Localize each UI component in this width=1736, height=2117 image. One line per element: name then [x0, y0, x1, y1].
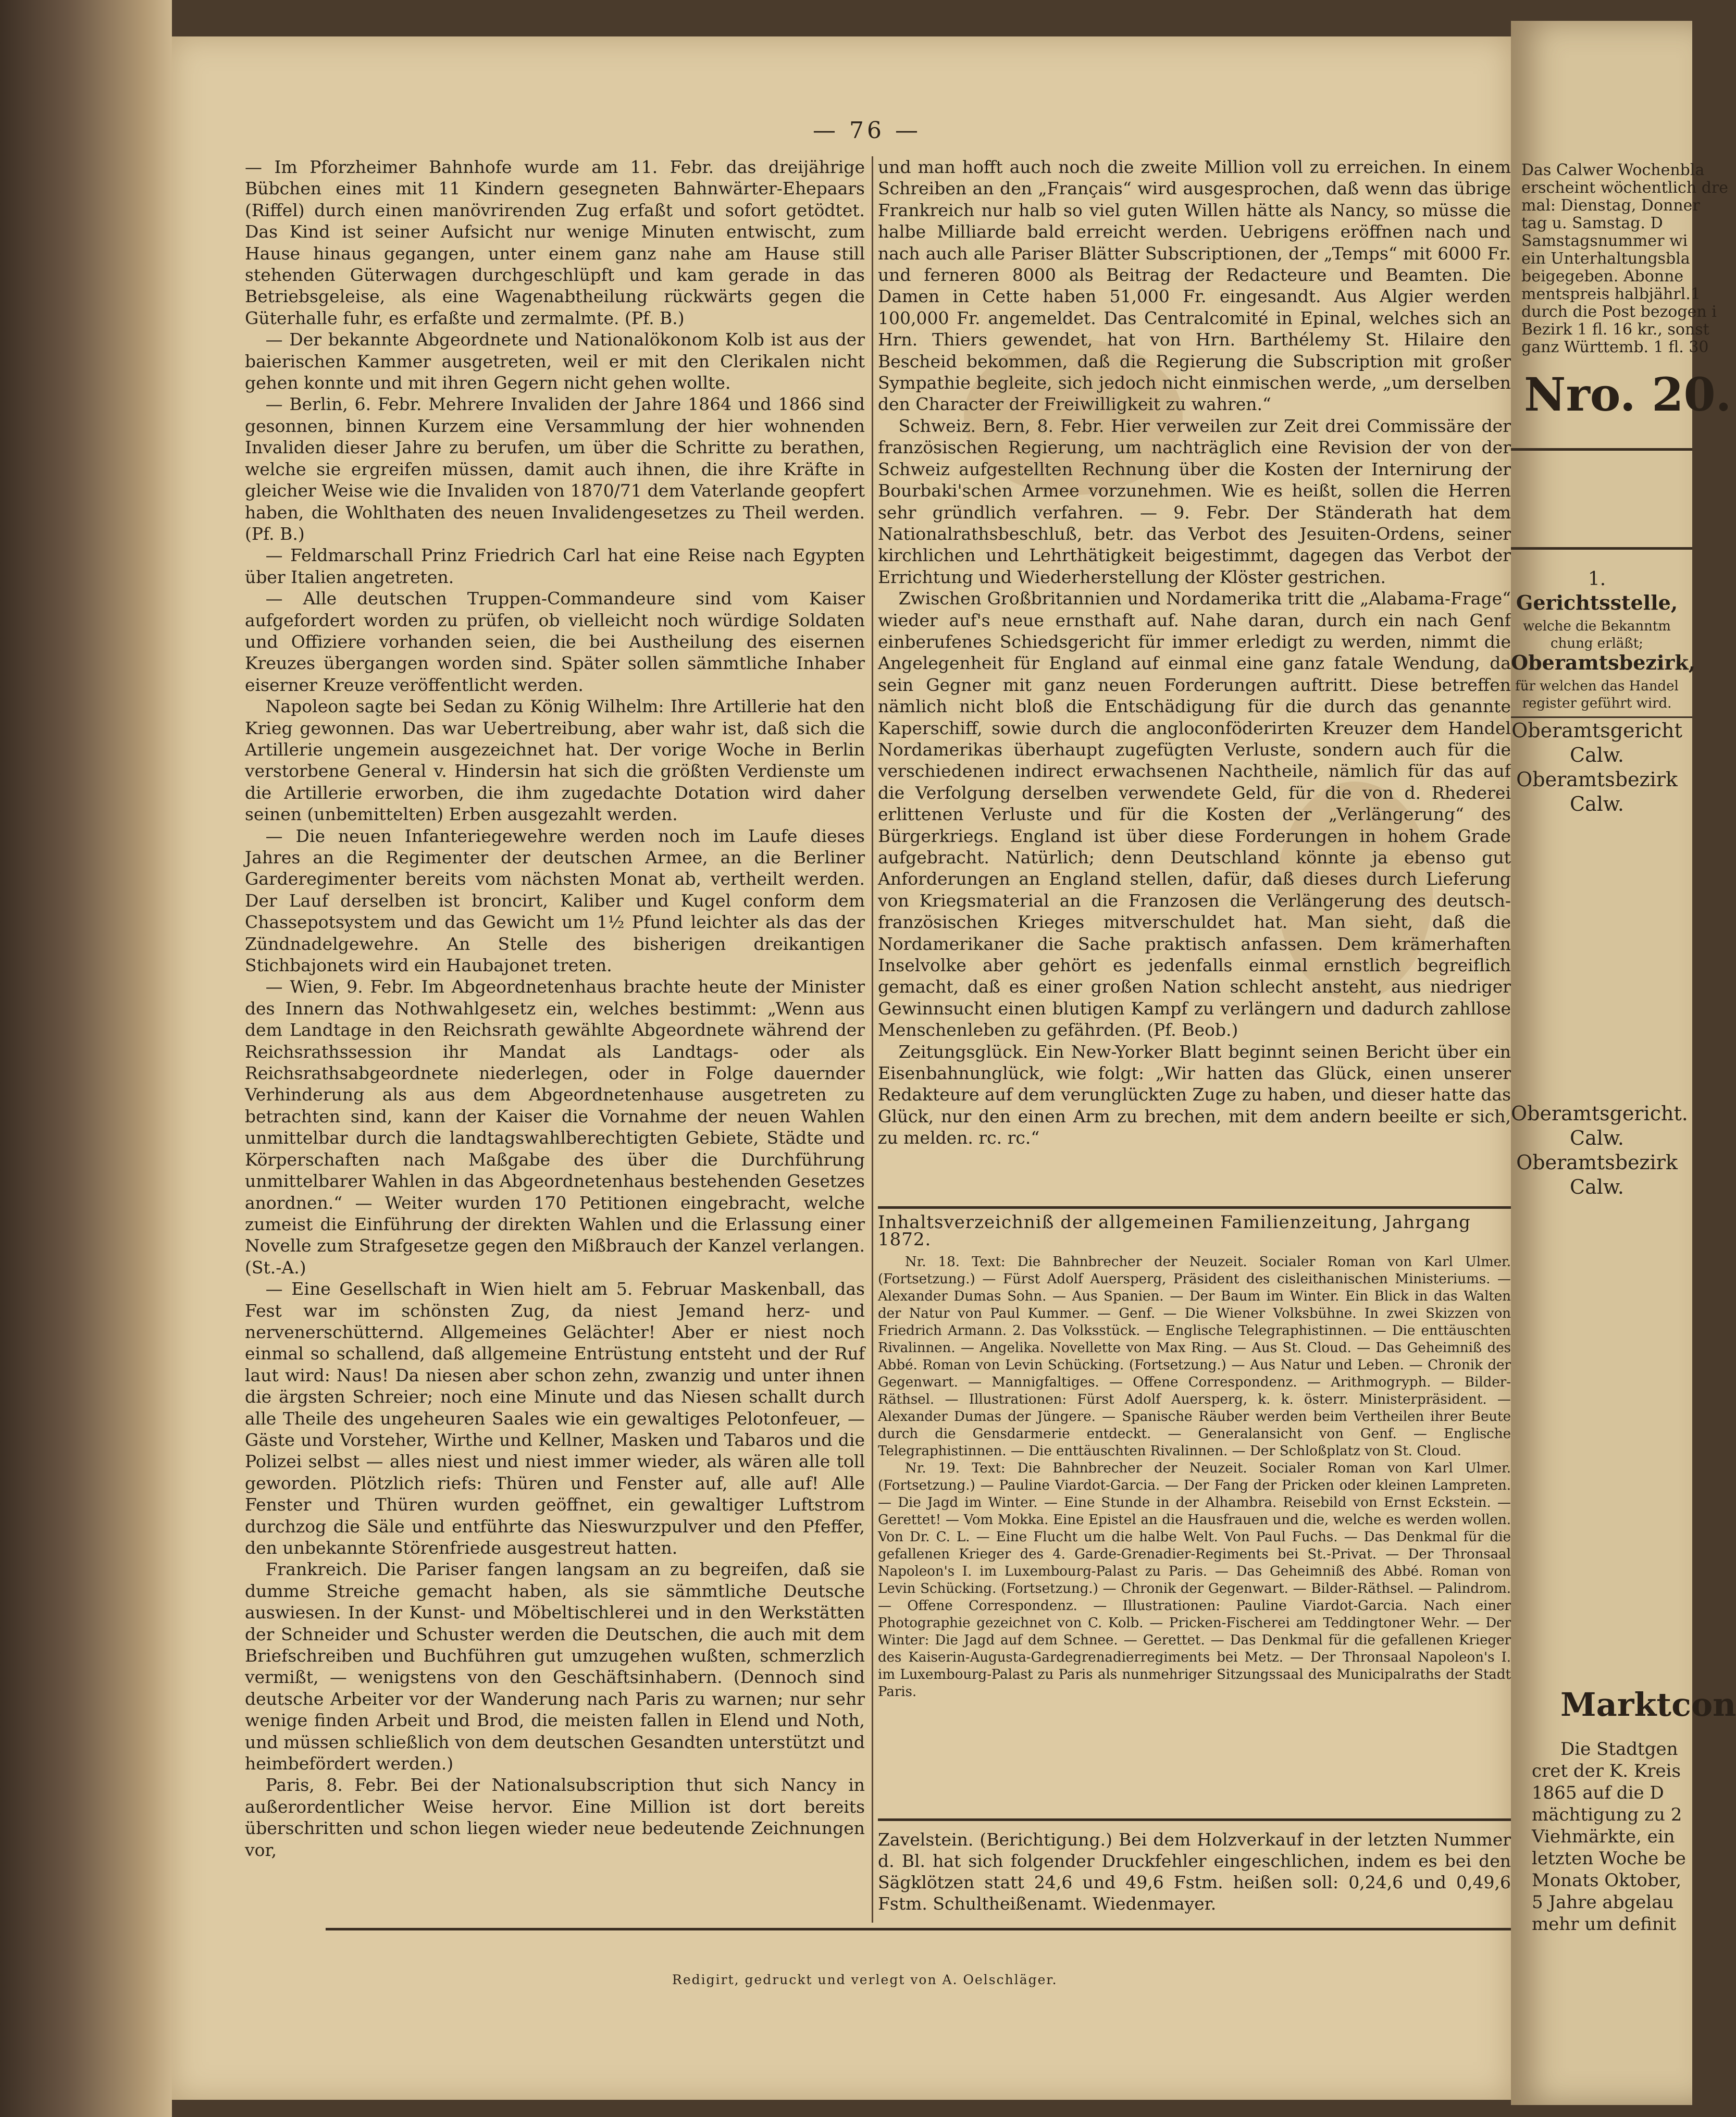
- article-gewehre: — Die neuen Infanteriegewehre werden noch im Laufe dieses Jahres an die Regimenter der deutschen Armee, an die Berliner Garderegimenter bereits vom nächsten Monat ab, vertheilt werden. Der Lauf derselben ist broncirt, Kaliber und Kugel conform dem Chassepotsystem und das Gewicht um 1½ Pfund leichter als das der Zündnadelgewehre. An Stelle des bisherigen dreikantigen Stichbajonets wird ein Haubajonet treten.: [245, 825, 865, 976]
- market-title: Marktcon: [1560, 1686, 1736, 1724]
- contents-heading: Inhaltsverzeichniß der allgemeinen Familienzeitung, Jahrgang 1872.: [878, 1212, 1471, 1250]
- masthead-line: durch die Post bezogen i: [1521, 303, 1717, 321]
- section-line: Oberamtsbezirk,: [1511, 651, 1695, 674]
- market-line: Monats Oktober,: [1532, 1870, 1682, 1891]
- contents-entry: Nr. 19. Text: Die Bahnbrecher der Neuzeit. Socialer Roman von Karl Ulmer. (Fortsetzung.) — Pauline Viardot-Garcia. — Der Fang der Pricken oder kleinen Lampreten. — Die Jagd im Winter. — Eine Stunde in der Alhambra. Reisebild von Ernst Eckstein. — Gerettet! — Vom Mokka. Eine Epistel an die Hausfrauen und die, welche es werden wollen. Von Dr. C. L. — Eine Flucht um die halbe Welt. Von Paul Fuchs. — Das Denkmal für die gefallenen Krieger des 4. Garde-Grenadier-Regiments bei St.-Privat. — Der Thronsaal Napoleon's I. im Luxembourg-Palast zu Paris. — Das Geheimniß des Abbé. Roman von Levin Schücking. (Fortsetzung.) — Chronik der Gegenwart. — Bilder-Räthsel. — Palindrom. — Offene Correspondenz. — Illustrationen: Pauline Viardot-Garcia. Nach einer Photographie gezeichnet von C. Kolb. — Pricken-Fischerei am Teddingtoner Wehr. — Der Winter: Die Jagd auf dem Schnee. — Gerettet. — Das Denkmal für die gefallenen Krieger des Kaiserin-Augusta-Gardegrenadierregiments bei Metz. — Der Thronsaal Napoleon's I. im Luxembourg-Palast zu Paris als nunmehriger Sitzungssaal des Municipalraths der Stadt Paris.: [878, 1460, 1511, 1700]
- contents-entry: Nr. 18. Text: Die Bahnbrecher der Neuzeit. Socialer Roman von Karl Ulmer. (Fortsetzung.) — Fürst Adolf Auersperg, Präsident des cisleithanischen Ministeriums. — Alexander Dumas Sohn. — Aus Spanien. — Der Baum im Winter. Ein Blick in das Walten der Natur von Paul Kummer. — Genf. — Die Wiener Volksbühne. In zwei Skizzen von Friedrich Armann. 2. Das Volksstück. — Englische Telegraphistinnen. — Die enttäuschten Rivalinnen. — Angelika. Novellette von Max Ring. — Aus St. Cloud. — Das Geheimniß des Abbé. Roman von Levin Schücking. (Fortsetzung.) — Aus Natur und Leben. — Chronik der Gegenwart. — Mannigfaltiges. — Offene Correspondenz. — Arithmogryph. — Bilder-Räthsel. — Illustrationen: Fürst Adolf Auersperg, k. k. österr. Ministerpräsident. — Alexander Dumas der Jüngere. — Spanische Räuber werden beim Vertheilen ihrer Beute durch die Gensdarmerie entdeckt. — Generalansicht von Genf. — Englische Telegraphistinnen. — Die enttäuschten Rivalinnen. — Der Schloßplatz von St. Cloud.: [878, 1254, 1511, 1459]
- market-line: cret der K. Kreis: [1532, 1761, 1681, 1781]
- column-divider: [872, 156, 873, 1923]
- market-line: 5 Jahre abgelau: [1532, 1892, 1674, 1913]
- masthead-line: Das Calwer Wochenbla: [1521, 161, 1705, 179]
- article-schweiz: Schweiz. Bern, 8. Febr. Hier verweilen zur Zeit drei Commissäre der französischen Regierung, um nachträglich eine Revision der von der Schweiz aufgestellten Rechnung über die Kosten der Internirung der Bourbaki'schen Armee vorzunehmen. Wie es heißt, sollen die Herren sehr gründlich verfahren. — 9. Febr. Der Ständerath hat dem Nationalrathsbeschluß, betr. das Verbot des Jesuiten-Ordens, seiner kirchlichen und Lehrthätigkeit beigestimmt, dagegen das Verbot der Errichtung und Wiederherstellung der Klöster gestrichen.: [878, 415, 1511, 587]
- section-rule: [1511, 448, 1692, 451]
- masthead-line: mal: Dienstag, Donner: [1521, 196, 1700, 215]
- table-cell: Oberamtsgericht.: [1511, 1102, 1688, 1125]
- section-line: für welchen das Handel: [1515, 678, 1679, 694]
- market-line: Viehmärkte, ein: [1532, 1826, 1675, 1847]
- market-line: mächtigung zu 2: [1532, 1804, 1682, 1825]
- right-column: [878, 156, 1511, 1149]
- issue-number: Nro. 20.: [1524, 367, 1732, 422]
- section-line: Gerichtsstelle,: [1516, 591, 1678, 614]
- article-feldmarschall: — Feldmarschall Prinz Friedrich Carl hat eine Reise nach Egypten über Italien angetreten.: [245, 545, 865, 587]
- masthead-line: beigegeben. Abonne: [1521, 267, 1684, 286]
- section-rule: [878, 1206, 1511, 1209]
- market-line: Die Stadtgen: [1560, 1739, 1678, 1760]
- table-cell: Oberamtsbezirk: [1516, 768, 1678, 791]
- article-paris-continued: und man hofft auch noch die zweite Million voll zu erreichen. In einem Schreiben an den „Français“ wird ausgesprochen, daß wenn das übrige Frankreich nur halb so viel guten Willen hätte als Nancy, so müsse die halbe Milliarde bald erreicht werden. Uebrigens eröffnen nach und nach auch alle Pariser Blätter Subscriptionen, der „Temps“ mit 6000 Fr. und ferneren 8000 als Beitrag der Redacteure und Beamten. Die Damen in Cette haben 51,000 Fr. eingesandt. Aus Algier werden 100,000 Fr. angemeldet. Das Centralcomité in Epinal, welches sich an Hrn. Thiers gewendet, hat von Hrn. Barthélemy St. Hilaire den Bescheid bekommen, daß die Regierung die Subscription mit großer Sympathie begleite, sich jedoch nicht einmischen werde, „um derselben den Character der Freiwilligkeit zu wahren.“: [878, 157, 1511, 415]
- section-line: chung erläßt;: [1551, 636, 1643, 651]
- section-number: 1.: [1588, 568, 1606, 590]
- masthead-line: mentspreis halbjährl.1: [1521, 285, 1701, 303]
- table-cell: Calw.: [1570, 1126, 1624, 1149]
- market-line: 1865 auf die D: [1532, 1782, 1664, 1803]
- market-line: mehr um definit: [1532, 1914, 1677, 1935]
- masthead-line: Samstagsnummer wi: [1521, 232, 1688, 250]
- article-wien-maskenball: — Eine Gesellschaft in Wien hielt am 5. Februar Maskenball, das Fest war im schönsten Zug, da niest Jemand herz- und nervenerschütternd. Allgemeines Gelächter! Aber er niest noch einmal so schallend, daß allgemeine Entrüstung entsteht und der Ruf laut wird: Naus! Da niesen aber schon zehn, zwanzig und unter ihnen die ärgsten Schreier; noch eine Minute und das Niesen schallt durch alle Theile des ungeheuren Saales wie ein gewaltiges Pelotonfeuer, — Gäste und Vorsteher, Wirthe und Kellner, Masken und Tabaros und die Polizei selbst — alles niest und niest immer wieder, als wären alle toll geworden. Plötzlich riefs: Thüren und Fenster auf, alle auf! Alle Fenster und Thüren wurden geöffnet, ein gewaltiger Luftstrom durchzog die Säle und entführte das Nieswurzpulver und den Pfeffer, den unbekannte Störenfriede ausgestreut hatten.: [245, 1279, 865, 1558]
- table-cell: Calw.: [1570, 793, 1624, 815]
- article-kolb: — Der bekannte Abgeordnete und Nationalökonom Kolb ist aus der baierischen Kammer ausgetreten, weil er mit den Clerikalen nicht gehen konnte und mit ihren Gegern nicht gehen wollte.: [245, 329, 865, 393]
- article-alabama: Zwischen Großbritannien und Nordamerika tritt die „Alabama-Frage“ wieder auf's neue ernsthaft auf. Nahe daran, durch ein nach Genf einberufenes Schiedsgericht für immer erledigt zu werden, nimmt die Angelegenheit für England auf einmal eine ganz fatale Wendung, da sein Gegner mit ganz neuen Forderungen auftritt. Diese betreffen nämlich nicht bloß die Entschädigung für die durch das genannte Kaperschiff, sowie durch die angloconföderirten Kreuzer dem Handel Nordamerikas überhaupt zugefügten Verluste, sondern auch für die verschiedenen indirect erwachsenen Nachtheile, nämlich für das auf die Verfolgung derselben verwendete Geld, für die von d. Rhederei erlittenen Verluste und für die Kosten der „Verlängerung“ des Bürgerkriegs. England ist über diese Forderungen in hohem Grade aufgebracht. Natürlich; denn Deutschland könnte ja ebenso gut Anforderungen an England stellen, dafür, daß dieses durch Lieferung von Kriegsmaterial an die Franzosen die Verlängerung des deutsch-französischen Krieges mitverschuldet hat. Man sieht, daß die Nordamerikaner die Sache praktisch anfassen. Dem krämerhaften Inselvolke aber gehört es jedenfalls einmal ernstlich begreiflich gemacht, daß es einer großen Nation schlecht ansteht, aus niedriger Gewinnsucht einen blutigen Kampf zu verlängern und dadurch zahllose Menschenleben zu gefährden. (Pf. Beob.): [878, 588, 1511, 1041]
- article-zeitungsglueck: Zeitungsglück. Ein New-Yorker Blatt beginnt seinen Bericht über ein Eisenbahnunglück, wie folgt: „Wir hatten das Glück, einen unserer Redakteure auf dem verunglückten Zuge zu haben, und dieser hatte das Glück, nur den einen Arm zu brechen, mit dem andern beeilte er sich, zu melden. rc. rc.“: [878, 1041, 1511, 1148]
- page-number: — 76 —: [813, 117, 921, 144]
- article-artillerie: Napoleon sagte bei Sedan zu König Wilhelm: Ihre Artillerie hat den Krieg gewonnen. Das war Uebertreibung, aber wahr ist, daß sich die Artillerie ungemein ausgezeichnet hat. Der vorige Woche in Berlin verstorbene General v. Hindersin hat sich die größten Verdienste um die Artillerie erworben, die ihm zugedachte Dotation wird daher seinen (unbemittelten) Erben ausgezahlt werden.: [245, 696, 865, 825]
- masthead-line: Bezirk 1 fl. 16 kr., sonst: [1521, 320, 1709, 339]
- article-pforzheim: — Im Pforzheimer Bahnhofe wurde am 11. Febr. das dreijährige Bübchen eines mit 11 Kindern gesegneten Bahnwärter-Ehepaars (Riffel) durch einen manövrirenden Zug erfaßt und sofort getödtet. Das Kind ist seiner Aufsicht nur wenige Minuten entwischt, zum Hause hinaus gegangen, unter einem ganz nahe am Hause still stehenden Güterwagen durchgeschlüpft und kam gerade in das Betriebsgeleise, als eine Wagenabtheilung rückwärts gegen die Güterhalle fuhr, es erfaßte und zermalmte. (Pf. B.): [245, 157, 865, 328]
- bottom-rule: [326, 1928, 1511, 1930]
- notice-zavelstein: Zavelstein. (Berichtigung.) Bei dem Holzverkauf in der letzten Nummer d. Bl. hat sich folgender Druckfehler eingeschlichen, indem es bei den Sägklötzen statt 24,6 und 49,6 Fstm. heißen soll: 0,24,6 und 0,49,6 Fstm. Schultheißenamt. Wiedenmayer.: [878, 1829, 1511, 1914]
- imprint-footer: Redigirt, gedruckt und verlegt von A. Oelschläger.: [672, 1972, 1058, 1987]
- table-cell: Oberamtsgericht: [1511, 719, 1682, 742]
- contents-listing: [878, 1214, 1511, 1701]
- table-cell: Oberamtsbezirk: [1516, 1151, 1678, 1174]
- section-line: register geführt wird.: [1522, 696, 1672, 711]
- masthead-line: ein Unterhaltungsbla: [1521, 250, 1690, 268]
- table-cell: Calw.: [1570, 744, 1624, 766]
- book-binding: [0, 0, 172, 2117]
- article-paris: Paris, 8. Febr. Bei der Nationalsubscription thut sich Nancy in außerordentlicher Weise hervor. Eine Million ist dort bereits überschritten und schon liegen wieder neue bedeutende Zeichnungen vor,: [245, 1775, 865, 1860]
- masthead-line: tag u. Samstag. D: [1521, 214, 1663, 232]
- article-truppen: — Alle deutschen Truppen-Commandeure sind vom Kaiser aufgefordert worden zu prüfen, ob vielleicht noch würdige Soldaten und Offiziere vorhanden seien, die bei Austheilung des eisernen Kreuzes übergangen worden sind. Später sollen sämmtliche Inhaber eiserner Kreuze veröffentlicht werden.: [245, 588, 865, 695]
- section-line: welche die Bekanntm: [1523, 618, 1671, 634]
- article-frankreich: Frankreich. Die Pariser fangen langsam an zu begreifen, daß sie dumme Streiche gemacht haben, als sie sämmtliche Deutsche auswiesen. In der Kunst- und Möbeltischlerei und in den Werkstätten der Schneider und Schuster werden die Deutschen, die auch mit dem Briefschreiben und Buchführen gut umzugehen wußten, schmerzlich vermißt, — wenigstens von den Geschäftsinhabern. (Dennoch sind deutsche Arbeiter vor der Wanderung nach Paris zu warnen; nur sehr wenige finden Arbeit und Brod, die meisten fallen in Elend und Noth, und müssen schließlich von dem deutschen Gesandten unterstützt und heimbefördert werden.): [245, 1559, 865, 1774]
- masthead-line: erscheint wöchentlich dre: [1521, 179, 1729, 197]
- article-berlin-invaliden: — Berlin, 6. Febr. Mehrere Invaliden der Jahre 1864 und 1866 sind gesonnen, binnen Kurzem eine Versammlung der hier wohnenden Invaliden dieser Jahre zu berufen, um über die Schritte zu berathen, welche sie ergreifen müssen, damit auch ihnen, die ihre Kräfte in gleicher Weise wie die Invaliden von 1870/71 dem Vaterlande geopfert haben, die Wohlthaten des neuen Invalidengesetzes zu Theil werden. (Pf. B.): [245, 394, 865, 544]
- article-wien-nothwahlgesetz: — Wien, 9. Febr. Im Abgeordnetenhaus brachte heute der Minister des Innern das Nothwahlgesetz ein, welches bestimmt: „Wenn aus dem Landtage in den Reichsrath gewählte Abgeordnete während der Reichsrathssession ihr Mandat als Landtags- oder als Reichsrathsabgeordnete niederlegen, oder in Folge dauernder Verhinderung als aus dem Abgeordnetenhause ausgetreten zu betrachten sind, kann der Kaiser die Vornahme der neuen Wahlen unmittelbar durch die landtagswahlberechtigten Gebiete, Städte und Körperschaften nach Maßgabe des über die Durchführung unmittelbarer Wahlen in das Abgeordnetenhaus bestehenden Gesetzes anordnen.“ — Weiter wurden 170 Petitionen eingebracht, welche zumeist die Einführung der direkten Wahlen und die Erlassung einer Novelle zum Strafgesetze gegen den Mißbrauch der Kanzel verlangen. (St.-A.): [245, 976, 865, 1278]
- next-page-edge: [1511, 21, 1736, 2105]
- table-cell: Calw.: [1570, 1175, 1624, 1198]
- left-column: [245, 156, 865, 1861]
- section-rule: [878, 1818, 1511, 1821]
- section-rule: [1511, 716, 1692, 718]
- market-line: letzten Woche be: [1532, 1848, 1686, 1869]
- section-rule: [1511, 547, 1692, 550]
- masthead-line: ganz Württemb. 1 fl. 30: [1521, 338, 1709, 356]
